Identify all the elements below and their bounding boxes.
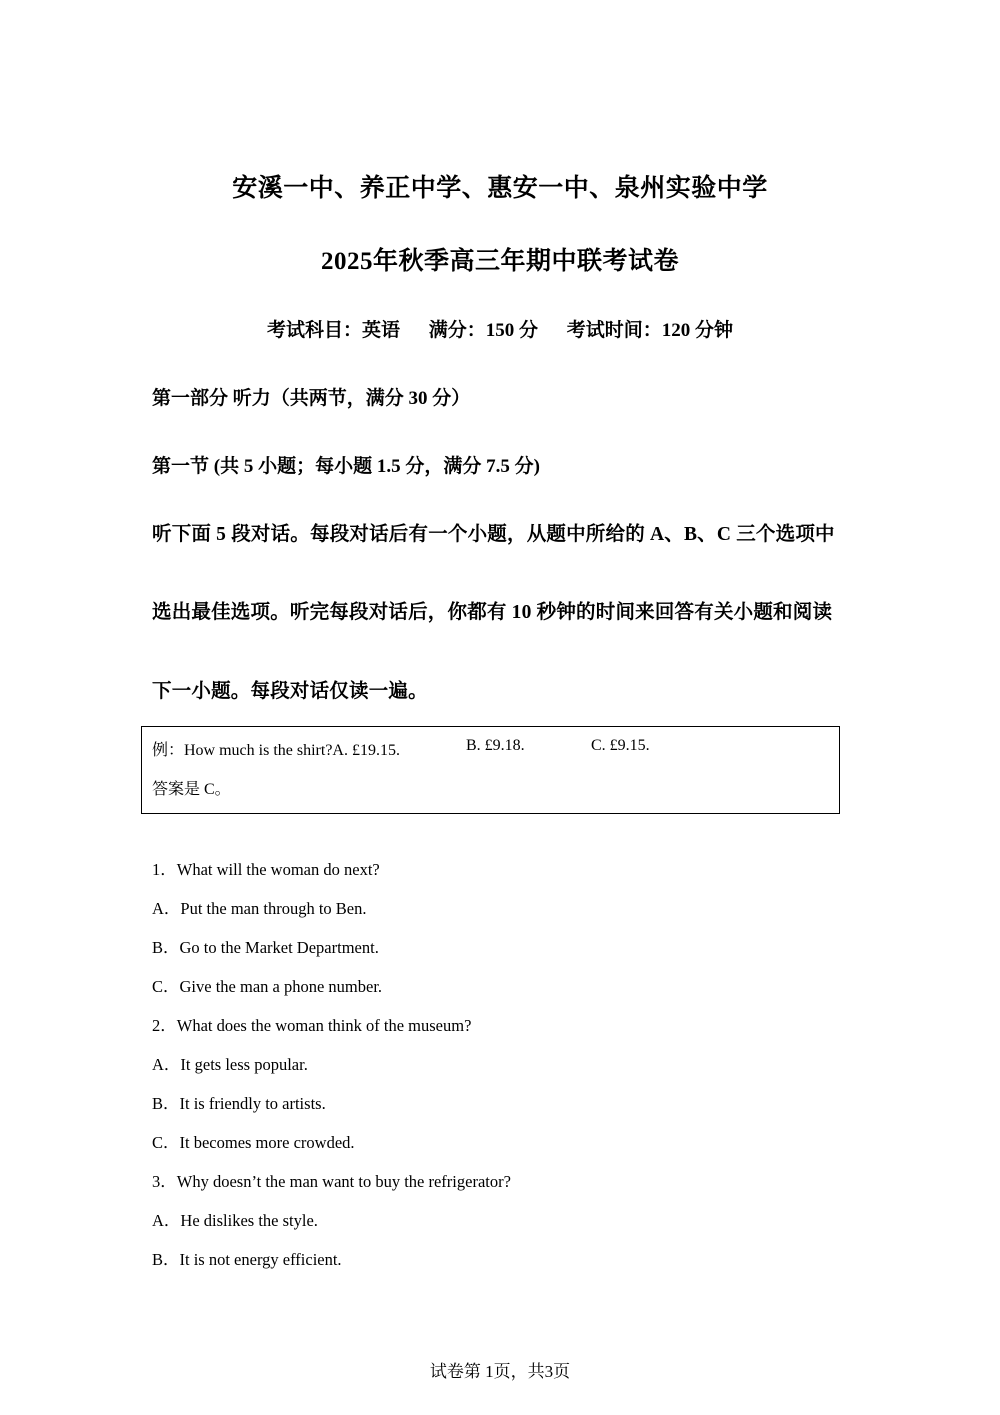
answer-option: C．It becomes more crowded. — [152, 1133, 355, 1152]
exam-full-score: 满分：150 分 — [428, 320, 538, 341]
page-footer: 试卷第 1页，共3页 — [429, 1362, 571, 1381]
section1-heading: 第一节 (共 5 小题；每小题 1.5 分，满分 7.5 分) — [152, 456, 540, 477]
example-question: 例：How much is the shirt?A. £19.15. — [152, 742, 400, 759]
example-answer: 答案是 C。 — [152, 781, 231, 798]
question-item: 1．What will the woman do next? — [152, 860, 380, 879]
answer-option: C．Give the man a phone number. — [152, 977, 383, 996]
question-item: 2．What does the woman think of the museum? — [152, 1016, 472, 1035]
example-option-c: C. £9.15. — [591, 737, 650, 754]
exam-subject: 考试科目：英语 — [266, 320, 400, 341]
answer-option: A．He dislikes the style. — [152, 1211, 318, 1230]
example-option-b: B. £9.18. — [466, 737, 525, 754]
instruction-line: 听下面 5 段对话。每段对话后有一个小题，从题中所给的 A、B、C 三个选项中 — [152, 524, 835, 545]
exam-meta — [0, 315, 1000, 342]
instruction-line: 下一小题。每段对话仅读一遍。 — [152, 681, 428, 702]
exam-title-schools: 安溪一中、养正中学、惠安一中、泉州实验中学 — [232, 175, 768, 202]
answer-option: A．Put the man through to Ben. — [152, 899, 367, 918]
instruction-line: 选出最佳选项。听完每段对话后，你都有 10 秒钟的时间来回答有关小题和阅读 — [152, 602, 833, 623]
answer-option: B．It is friendly to artists. — [152, 1094, 326, 1113]
answer-option: B．It is not energy efficient. — [152, 1250, 342, 1269]
answer-option: B．Go to the Market Department. — [152, 938, 379, 957]
exam-duration: 考试时间：120 分钟 — [566, 320, 734, 341]
exam-title-name: 2025年秋季高三年期中联考试卷 — [320, 248, 679, 275]
question-item: 3．Why doesn’t the man want to buy the refrigerator? — [152, 1172, 511, 1191]
part1-heading: 第一部分 听力（共两节，满分 30 分） — [152, 388, 471, 409]
example-box — [141, 726, 840, 814]
answer-option: A．It gets less popular. — [152, 1055, 308, 1074]
